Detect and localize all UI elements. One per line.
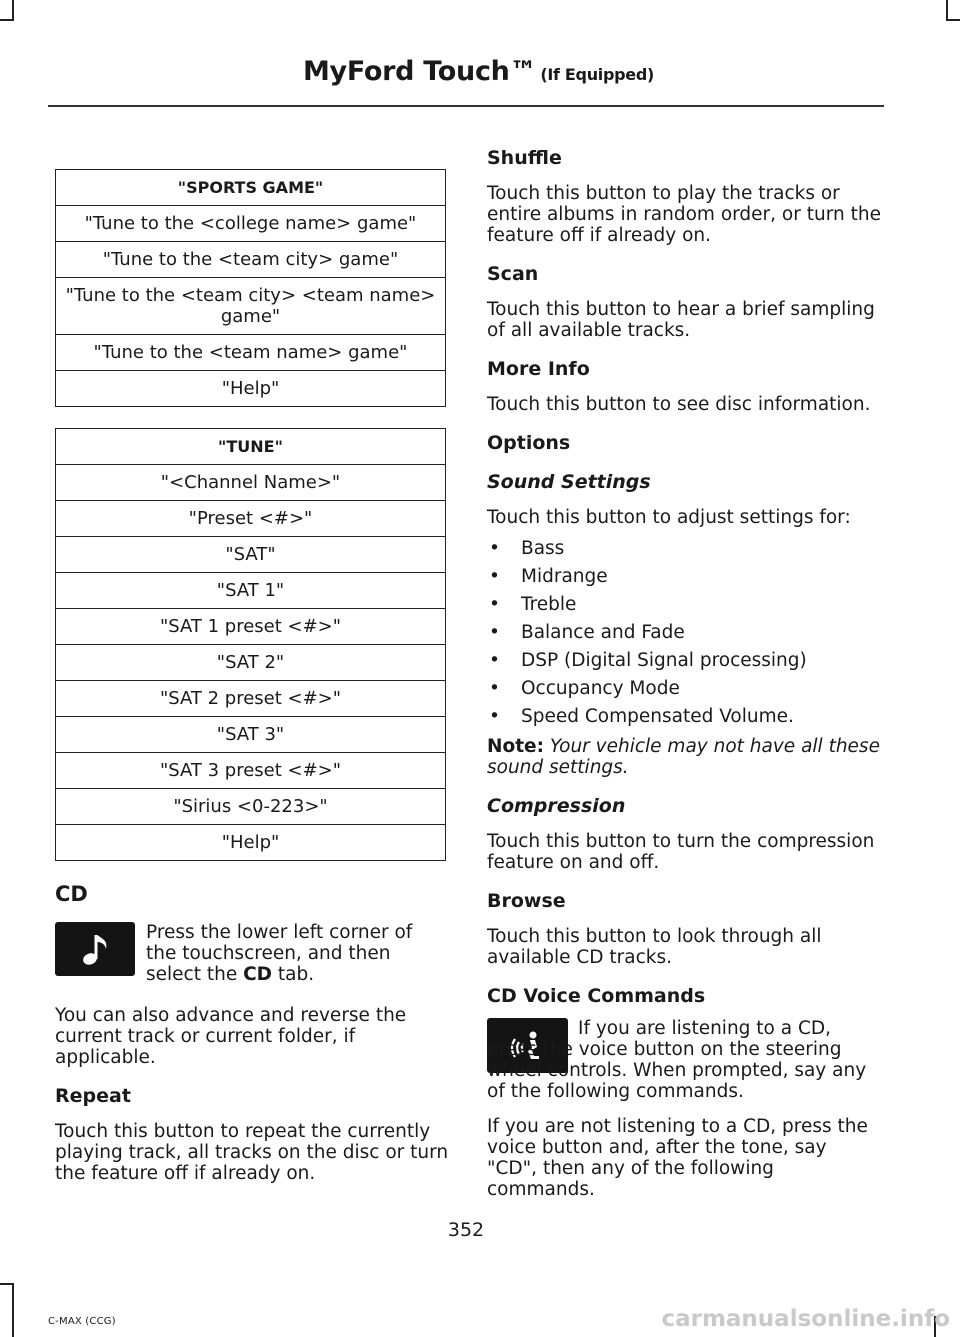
repeat-heading: Repeat xyxy=(55,1085,131,1107)
crop-mark-top-right-h xyxy=(946,19,960,21)
more-info-text: Touch this button to see disc information. xyxy=(487,394,871,415)
table-row: "Preset <#>" xyxy=(56,501,446,537)
header-title-text: MyFord Touch™ xyxy=(302,56,537,87)
table-row: "Tune to the <college name> game" xyxy=(56,206,446,242)
list-item xyxy=(487,594,882,622)
repeat-text: Touch this button to repeat the currently playing track, all tracks on the disc or turn the feature off if already on. xyxy=(55,1121,449,1184)
list-item xyxy=(487,706,882,734)
list-item xyxy=(487,650,882,678)
browse-heading: Browse xyxy=(487,890,566,912)
sound-settings-heading: Sound Settings xyxy=(487,471,651,493)
bullet: • xyxy=(489,678,500,699)
music-note-glyph xyxy=(75,929,115,969)
bullet: • xyxy=(489,594,500,615)
header-subtitle: (If Equipped) xyxy=(540,65,654,84)
cd-voice-commands-heading: CD Voice Commands xyxy=(487,985,706,1007)
scan-text: Touch this button to hear a brief sampling of all available tracks. xyxy=(487,299,875,341)
table-row: "Tune to the <team name> game" xyxy=(56,335,446,371)
list-item xyxy=(487,566,882,594)
music-note-icon xyxy=(55,922,135,976)
table-row: "<Channel Name>" xyxy=(56,465,446,501)
crop-mark-top-left-v xyxy=(12,0,14,20)
cd-instructions xyxy=(146,922,448,985)
bullet: • xyxy=(489,566,500,587)
cd-tab-label: CD xyxy=(243,964,273,985)
sports-game-heading: "SPORTS GAME" xyxy=(56,170,446,206)
table-row: "Tune to the <team city> <team name> game" xyxy=(56,278,446,335)
note-text: Your vehicle may not have all these sound settings. xyxy=(487,736,880,778)
table-row: "SAT" xyxy=(56,537,446,573)
crop-mark-top-right-v xyxy=(946,0,948,20)
compression-heading: Compression xyxy=(487,795,626,817)
options-heading: Options xyxy=(487,432,571,454)
table-row: "Help" xyxy=(56,825,446,861)
note xyxy=(487,736,882,778)
crop-mark-bottom-left-v xyxy=(12,1283,14,1337)
table-row: "Tune to the <team city> game" xyxy=(56,242,446,278)
footer-model: C-MAX (CCG) xyxy=(48,1316,116,1327)
voice-text-content: If you are listening to a CD, press the voice button on the steering wheel controls. When prompted, say any of the following commands. xyxy=(487,1018,867,1102)
bullet: • xyxy=(489,706,500,727)
more-info-heading: More Info xyxy=(487,358,590,380)
note-label: Note: xyxy=(487,736,544,757)
bullet: • xyxy=(489,538,500,559)
list-item xyxy=(487,538,882,566)
table-row: "SAT 1 preset <#>" xyxy=(56,609,446,645)
shuffle-text: Touch this button to play the tracks or entire albums in random order, or turn the feature off if already on. xyxy=(487,183,881,246)
crop-mark-bottom-left-h xyxy=(0,1283,14,1285)
list-item-label: Treble xyxy=(521,594,577,615)
list-item-label: Midrange xyxy=(521,566,608,587)
watermark: carmanualsonline.info xyxy=(661,1306,950,1332)
tune-table xyxy=(55,428,446,861)
scan-heading: Scan xyxy=(487,263,539,285)
cd-text-a: Press the lower left corner of the touchscreen, and then select the xyxy=(146,922,413,985)
table-row: "SAT 3 preset <#>" xyxy=(56,753,446,789)
list-item-label: Balance and Fade xyxy=(521,622,685,643)
advance-text: You can also advance and reverse the current track or current folder, if applicable. xyxy=(55,1005,407,1068)
header-rule xyxy=(48,105,884,107)
table-row: "SAT 1" xyxy=(56,573,446,609)
cd-heading: CD xyxy=(55,882,88,906)
list-item xyxy=(487,622,882,650)
left-body xyxy=(55,1005,450,1184)
page-number: 352 xyxy=(447,1219,485,1241)
table-row: "Sirius <0-223>" xyxy=(56,789,446,825)
list-item-label: DSP (Digital Signal processing) xyxy=(521,650,807,671)
table-row: "SAT 2" xyxy=(56,645,446,681)
sound-settings-text: Touch this button to adjust settings for: xyxy=(487,507,851,528)
list-item xyxy=(487,678,882,706)
browse-text: Touch this button to look through all available CD tracks. xyxy=(487,926,822,968)
sports-game-table xyxy=(55,169,446,407)
table-row: "Help" xyxy=(56,371,446,407)
cd-text-b: tab. xyxy=(272,964,315,985)
voice-text xyxy=(487,1018,882,1102)
list-item-label: Bass xyxy=(521,538,565,559)
bullet: • xyxy=(489,650,500,671)
table-row: "SAT 3" xyxy=(56,717,446,753)
sound-settings-list xyxy=(487,538,882,734)
bullet: • xyxy=(489,622,500,643)
shuffle-heading: Shuffle xyxy=(487,147,562,169)
list-item-label: Speed Compensated Volume. xyxy=(521,706,794,727)
voice-text-block xyxy=(487,1018,882,1200)
tune-heading: "TUNE" xyxy=(56,429,446,465)
right-body xyxy=(487,148,882,1007)
table-row: "SAT 2 preset <#>" xyxy=(56,681,446,717)
crop-mark-top-left-h xyxy=(0,19,14,21)
list-item-label: Occupancy Mode xyxy=(521,678,680,699)
page-header-title xyxy=(303,56,654,87)
voice-text-2: If you are not listening to a CD, press the voice button and, after the tone, say "CD", then any of the following commands. xyxy=(487,1116,868,1200)
compression-text: Touch this button to turn the compression feature on and off. xyxy=(487,831,875,873)
